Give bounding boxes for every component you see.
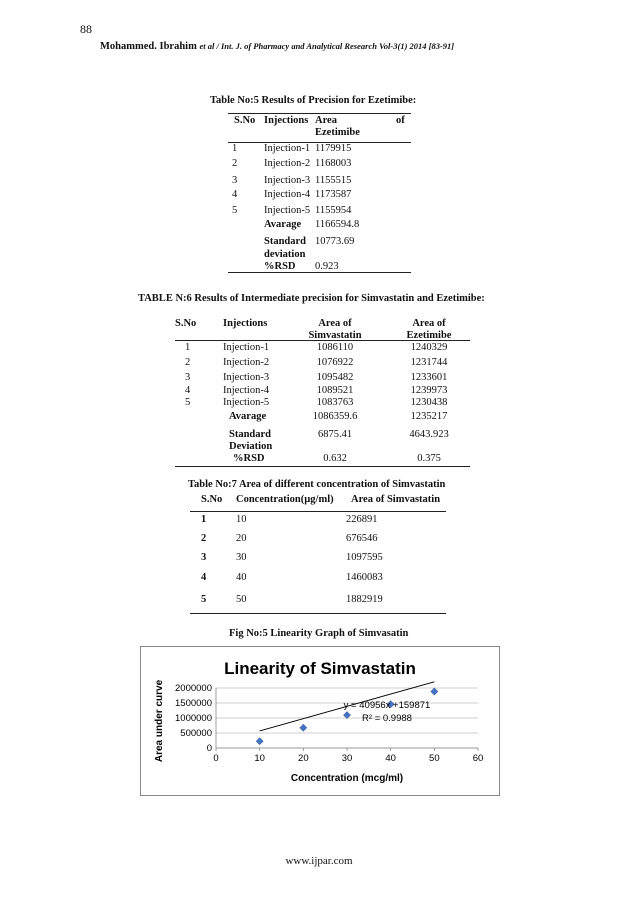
table6-cell: 3 bbox=[185, 372, 191, 383]
table5-cell: Injection-4 bbox=[264, 189, 311, 200]
table5-sd-label-2: deviation bbox=[264, 249, 306, 260]
table6-cell: Injection-5 bbox=[223, 397, 270, 408]
page-number: 88 bbox=[80, 22, 92, 36]
data-point bbox=[343, 711, 350, 718]
table7-cell: 10 bbox=[236, 514, 247, 525]
table7-cell: 20 bbox=[236, 533, 247, 544]
table5-sd-label: Standard bbox=[264, 236, 307, 247]
table7-cell: 226891 bbox=[346, 514, 378, 525]
table5-cell: 1168003 bbox=[315, 158, 352, 169]
table5-cell: 1 bbox=[232, 143, 238, 154]
table5-cell: 1179915 bbox=[315, 143, 352, 154]
table7-body bbox=[190, 514, 446, 614]
x-tick-label: 30 bbox=[341, 753, 353, 764]
table6-rsd-ezetimibe: 0.375 bbox=[417, 453, 441, 464]
table6-cell: 1076922 bbox=[316, 357, 354, 368]
table6-cell: Injection-3 bbox=[223, 372, 270, 383]
table7-cell: 4 bbox=[201, 572, 207, 583]
table6-cell: Injection-2 bbox=[223, 357, 270, 368]
table7-caption: Table No:7 Area of different concentration of Simvastatin bbox=[188, 479, 446, 490]
table7-cell: 1 bbox=[201, 514, 207, 525]
x-tick-label: 20 bbox=[298, 753, 309, 764]
table7-header-area: Area of Simvastatin bbox=[351, 494, 441, 505]
y-tick-label: 500000 bbox=[180, 728, 212, 739]
table6-sd-simvastatin: 6875.41 bbox=[317, 429, 353, 440]
table5-cell: Injection-5 bbox=[264, 205, 311, 216]
table7-cell: 1460083 bbox=[346, 572, 383, 583]
table6-cell: 1095482 bbox=[316, 372, 354, 383]
table7-cell: 3 bbox=[201, 552, 207, 563]
table5-cell: 3 bbox=[232, 175, 238, 186]
table7-cell: 2 bbox=[201, 533, 207, 544]
table5-sd-value: 10773.69 bbox=[315, 236, 355, 247]
table7-header-concentration: Concentration(µg/ml) bbox=[236, 494, 334, 505]
table7-bottom-rule bbox=[190, 613, 446, 614]
table6-cell: 5 bbox=[185, 397, 191, 408]
y-tick-label: 2000000 bbox=[175, 683, 212, 694]
table5-cell: 1155515 bbox=[315, 175, 352, 186]
y-tick-label: 1000000 bbox=[175, 713, 212, 724]
table6-header-ezetimibe: Area of bbox=[412, 318, 446, 329]
table6-cell: 1240329 bbox=[410, 342, 448, 353]
table5-cell: 1155954 bbox=[315, 205, 352, 216]
x-tick-label: 0 bbox=[213, 753, 219, 764]
table6-cell: 1233601 bbox=[410, 372, 448, 383]
table6-cell: 1086110 bbox=[316, 342, 354, 353]
table7-cell: 50 bbox=[236, 594, 247, 605]
table5-header-ezetimibe: Ezetimibe bbox=[315, 127, 360, 138]
table6-rsd-label: %RSD bbox=[233, 453, 265, 464]
table5-cell: Injection-1 bbox=[264, 143, 311, 154]
x-tick-label: 50 bbox=[429, 753, 440, 764]
table5-header-injections: Injections bbox=[264, 115, 309, 126]
table5-cell: Injection-3 bbox=[264, 175, 311, 186]
data-point bbox=[256, 738, 263, 745]
page-footer: www.ijpar.com bbox=[285, 855, 353, 867]
table5-rsd-value: 0.923 bbox=[315, 261, 339, 272]
table6-cell: 4 bbox=[185, 385, 191, 396]
running-header bbox=[100, 41, 600, 52]
table6-header-injections: Injections bbox=[223, 318, 268, 329]
table5-cell: 2 bbox=[232, 158, 238, 169]
r-squared-label: R² = 0.9988 bbox=[362, 713, 412, 724]
table7-cell: 676546 bbox=[346, 533, 378, 544]
table5-cell: Injection-2 bbox=[264, 158, 311, 169]
table5-header-of: of bbox=[396, 115, 405, 126]
table6-header-ezetimibe-2: Ezetimibe bbox=[406, 330, 452, 341]
figure-caption: Fig No:5 Linearity Graph of Simvasatin bbox=[229, 628, 409, 639]
table5-header-area: Area bbox=[315, 115, 337, 126]
data-point bbox=[431, 688, 438, 695]
y-axis-label: Area under curve bbox=[154, 679, 165, 763]
table5-header-sno: S.No bbox=[234, 115, 256, 126]
table5-rsd-label: %RSD bbox=[264, 261, 296, 272]
chart-title: Linearity of Simvastatin bbox=[224, 659, 416, 678]
table7-cell: 30 bbox=[236, 552, 247, 563]
header-author: Mohammed. Ibrahim bbox=[100, 41, 197, 52]
table6-caption: TABLE N:6 Results of Intermediate precision for Simvastatin and Ezetimibe: bbox=[138, 293, 485, 304]
data-point bbox=[300, 724, 307, 731]
table6-cell: Injection-1 bbox=[223, 342, 270, 353]
table7-header-sno: S.No bbox=[201, 494, 223, 505]
x-axis-label: Concentration (mcg/ml) bbox=[290, 773, 404, 784]
table6-average-simvastatin: 1086359.6 bbox=[312, 411, 358, 422]
table6-cell: 1089521 bbox=[316, 385, 354, 396]
x-tick-label: 10 bbox=[254, 753, 265, 764]
table7-header-rule bbox=[190, 511, 446, 512]
trendline-equation: y = 40956x +159871 bbox=[343, 700, 431, 711]
table6-average-label: Avarage bbox=[229, 411, 267, 422]
table6-cell: 1083763 bbox=[316, 397, 354, 408]
table6-average-ezetimibe: 1235217 bbox=[410, 411, 448, 422]
table6-rsd-simvastatin: 0.632 bbox=[323, 453, 347, 464]
table5-cell: 5 bbox=[232, 205, 238, 216]
table7-cell: 1097595 bbox=[346, 552, 383, 563]
linearity-chart bbox=[141, 647, 499, 795]
y-tick-label: 0 bbox=[206, 743, 212, 754]
table6-cell: 1231744 bbox=[410, 357, 448, 368]
table6-cell: Injection-4 bbox=[223, 385, 270, 396]
table6-cell: 1239973 bbox=[410, 385, 448, 396]
table6-sd-label: Standard bbox=[229, 429, 272, 440]
x-tick-label: 40 bbox=[385, 753, 396, 764]
table5-top-rule bbox=[228, 113, 411, 114]
x-tick-label: 60 bbox=[472, 753, 484, 764]
table6-sd-ezetimibe: 4643.923 bbox=[409, 429, 449, 440]
table6-sd-label-2: Deviation bbox=[229, 441, 273, 452]
chart-frame bbox=[140, 646, 500, 796]
y-tick-label: 1500000 bbox=[175, 698, 212, 709]
table5-caption: Table No:5 Results of Precision for Ezetimibe: bbox=[210, 95, 417, 106]
table7-cell: 1882919 bbox=[346, 594, 383, 605]
table6-bottom-rule bbox=[175, 466, 470, 467]
table6-header-simvastatin-2: Simvastatin bbox=[308, 330, 362, 341]
table6-cell: 1230438 bbox=[410, 397, 448, 408]
table6-header-sno: S.No bbox=[175, 318, 197, 329]
table7-cell: 5 bbox=[201, 594, 207, 605]
table7-cell: 40 bbox=[236, 572, 247, 583]
table5-average-label: Avarage bbox=[264, 219, 302, 230]
table5-cell: 4 bbox=[232, 189, 238, 200]
header-journal: et al / Int. J. of Pharmacy and Analytical Research Vol-3(1) 2014 [83-91] bbox=[199, 41, 455, 51]
table5-cell: 1173587 bbox=[315, 189, 352, 200]
table6-cell: 1 bbox=[185, 342, 191, 353]
table5-body bbox=[228, 143, 411, 273]
table5-average-value: 1166594.8 bbox=[315, 219, 360, 230]
table6-body bbox=[165, 342, 475, 467]
table5-bottom-rule bbox=[228, 272, 411, 273]
table6-header-rule bbox=[175, 340, 470, 341]
table6-cell: 2 bbox=[185, 357, 191, 368]
table6-header-simvastatin: Area of bbox=[318, 318, 352, 329]
